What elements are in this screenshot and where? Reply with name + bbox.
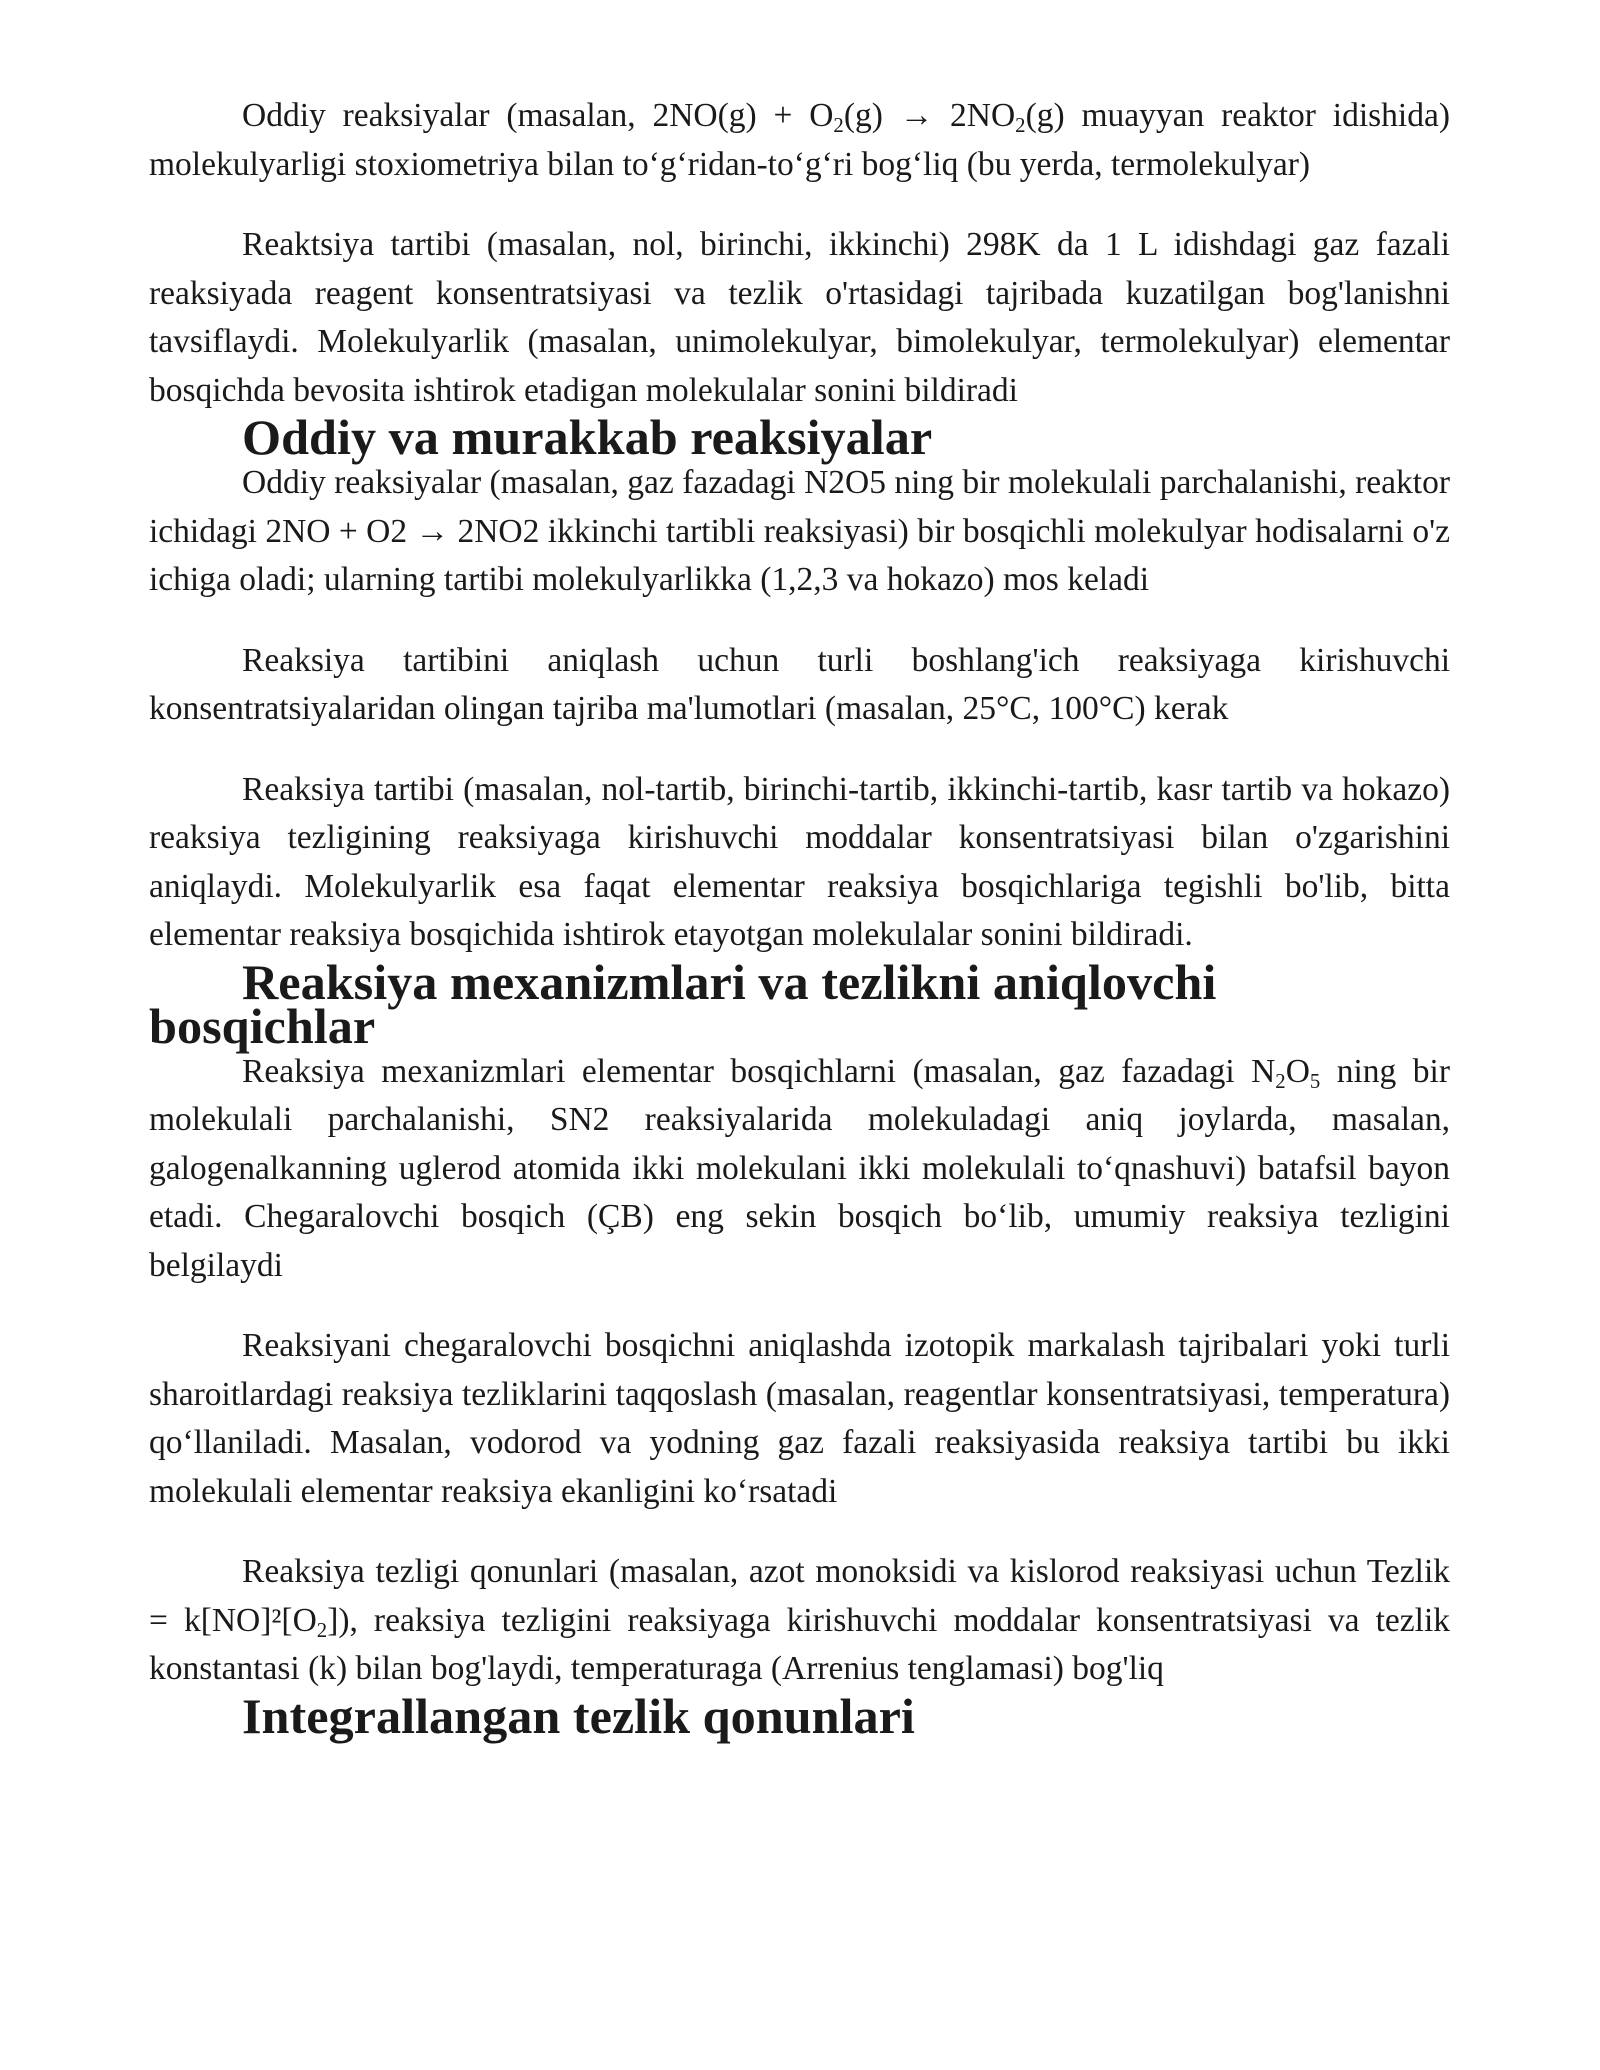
paragraph-simple-reactions-example: Oddiy reaksiyalar (masalan, $2NO(g) + O_2(g) \to 2NO_2(g)$ muayyan reaktor idishida) molekulyarligi stoxiometriya bilan to‘g‘ridan-to‘g‘ri bog‘liq (bu yerda, termolekulyar) xyxy=(149,97,1450,183)
heading-reaction-mechanisms: Reaksiya mexanizmlari va tezlikni aniqlovchi bosqichlar xyxy=(149,953,1217,1054)
paragraph-reaction-order: Reaktsiya tartibi (masalan, nol, birinchi, ikkinchi) 298K da 1 L idishdagi gaz fazali reaksiyada reagent konsentratsiyasi va tezlik o'rtasidagi tajribada kuzatilgan bog'lanishni tavsiflaydi. Molekulyarlik (masalan, unimolekulyar, bimolekulyar, termolekulyar) elementar bosqichda bevosita ishtirok etadigan molekulalar sonini bildiradi xyxy=(149,226,1450,409)
document-body xyxy=(149,92,1451,1744)
paragraph-rate-limiting-step: Reaksiyani chegaralovchi bosqichni aniqlashda izotopik markalash tajribalari yoki turli sharoitlardagi reaksiya tezliklarini taqqoslash (masalan, reagentlar konsentratsiyasi, temperatura) qo‘llaniladi. Masalan, vodorod va yodning gaz fazali reaksiyasida reaksiya tartibi bu ikki molekulali elementar reaksiya ekanligini ko‘rsatadi xyxy=(149,1327,1450,1510)
paragraph-rate-laws: Reaksiya tezligi qonunlari (masalan, azot monoksidi va kislorod reaksiyasi uchun Tezlik = $k[NO]^2[O_2]$), reaksiya tezligini reaksiyaga kirishuvchi moddalar konsentratsiyasi va tezlik konstantasi (k) bilan bog'laydi, temperaturaga (Arrenius tenglamasi) bog'liq xyxy=(149,1553,1451,1687)
paragraph-order-determination: Reaksiya tartibini aniqlash uchun turli boshlang'ich reaksiyaga kirishuvchi konsentratsiyalaridan olingan tajriba ma'lumotlari (masalan, 25°C, 100°C) kerak xyxy=(149,641,1450,727)
heading-integrated-rate-laws: Integrallangan tezlik qonunlari xyxy=(242,1687,915,1744)
paragraph-simple-reactions: Oddiy reaksiyalar (masalan, gaz fazadagi N2O5 ning bir molekulali parchalanishi, reaktor ichidagi 2NO + O2 → 2NO2 ikkinchi tartibli reaksiyasi) bir bosqichli molekulyar hodisalarni o'z ichiga oladi; ularning tartibi molekulyarlikka (1,2,3 va hokazo) mos keladi xyxy=(149,464,1450,598)
paragraph-reaction-mechanisms: Reaksiya mexanizmlari elementar bosqichlarni (masalan, gaz fazadagi $N_2O_5$ ning bir molekulali parchalanishi, SN2 reaksiyalarida molekuladagi aniq joylarda, masalan, galogenalkanning uglerod atomida ikki molekulani ikki molekulali to‘qnashuvi) batafsil bayon etadi. Chegaralovchi bosqich (ÇB) eng sekin bosqich bo‘lib, umumiy reaksiya tezligini belgilaydi xyxy=(149,1052,1450,1284)
heading-simple-complex-reactions: Oddiy va murakkab reaksiyalar xyxy=(242,409,933,465)
paragraph-order-vs-molecularity: Reaksiya tartibi (masalan, nol-tartib, birinchi-tartib, ikkinchi-tartib, kasr tartib va hokazo) reaksiya tezligining reaksiyaga kirishuvchi moddalar konsentratsiyasi bilan o'zgarishini aniqlaydi. Molekulyarlik esa faqat elementar reaksiya bosqichlariga tegishli bo'lib, bitta elementar reaksiya bosqichida ishtirok etayotgan molekulalar sonini bildiradi. xyxy=(149,770,1450,953)
